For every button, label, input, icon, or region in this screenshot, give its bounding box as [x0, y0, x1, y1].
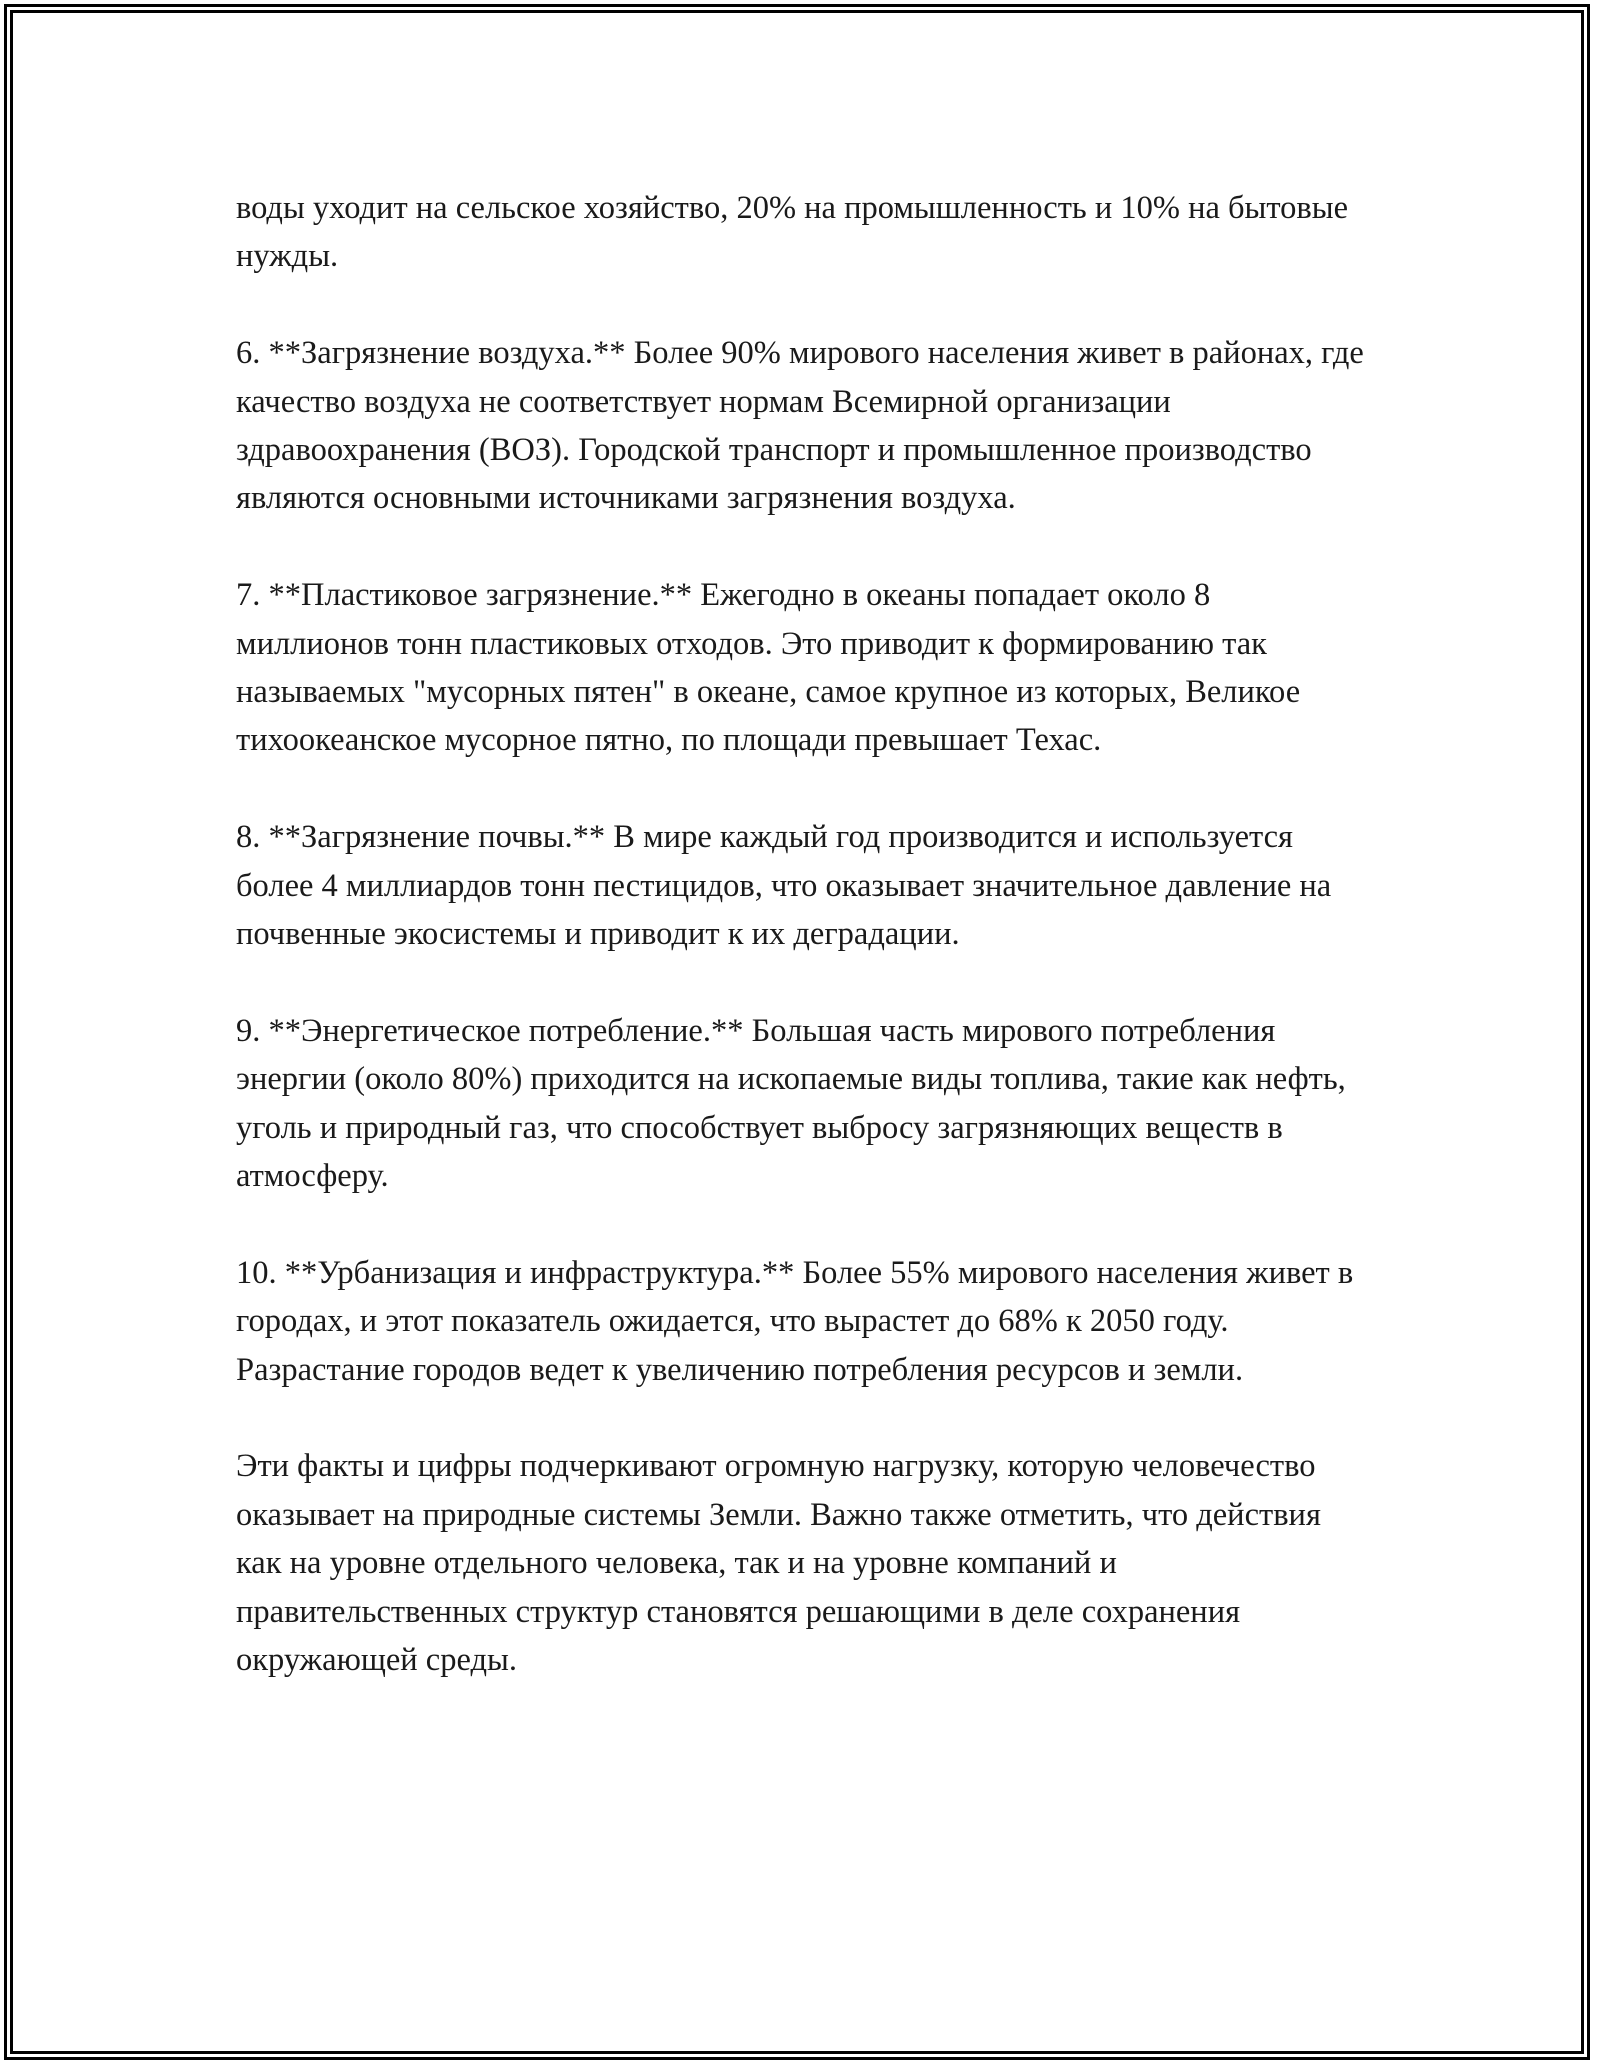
paragraph-water-use: воды уходит на сельское хозяйство, 20% на промышленность и 10% на бытовые нужды. [236, 190, 1349, 275]
paragraph-plastic-pollution: 7. **Пластиковое загрязнение.** Ежегодно в океаны попадает около 8 миллионов тонн пластиковых отходов. Это приводит к формированию так называемых "мусорных пятен" в океане, самое крупное из которых, Великое тихоокеанское мусорное пятно, по площади превышает Техас. [236, 577, 1301, 759]
paragraph-air-pollution: 6. **Загрязнение воздуха.** Более 90% мирового населения живет в районах, где качество воздуха не соответствует нормам Всемирной организации здравоохранения (ВОЗ). Городской транспорт и промышленное производство являются основными источниками загрязнения воздуха. [236, 335, 1364, 517]
paragraph-soil-pollution: 8. **Загрязнение почвы.** В мире каждый год производится и используется более 4 миллиардов тонн пестицидов, что оказывает значительное давление на почвенные экосистемы и приводит к их деградации. [236, 819, 1332, 953]
paragraph-conclusion: Эти факты и цифры подчеркивают огромную нагрузку, которую человечество оказывает на природные системы Земли. Важно также отметить, что действия как на уровне отдельного человека, так и на уровне компаний и правительственных структур становятся решающими в деле сохранения окружающей среды. [236, 1448, 1321, 1679]
document-body [236, 184, 1366, 1685]
paragraph-energy-consumption: 9. **Энергетическое потребление.** Большая часть мирового потребления энергии (около 80%) приходится на ископаемые виды топлива, такие как нефть, уголь и природный газ, что способствует выбросу загрязняющих веществ в атмосферу. [236, 1012, 1346, 1195]
paragraph-urbanization: 10. **Урбанизация и инфраструктура.** Более 55% мирового населения живет в городах, и этот показатель ожидается, что вырастет до 68% к 2050 году. Разрастание городов ведет к увеличению потребления ресурсов и земли. [236, 1254, 1354, 1388]
